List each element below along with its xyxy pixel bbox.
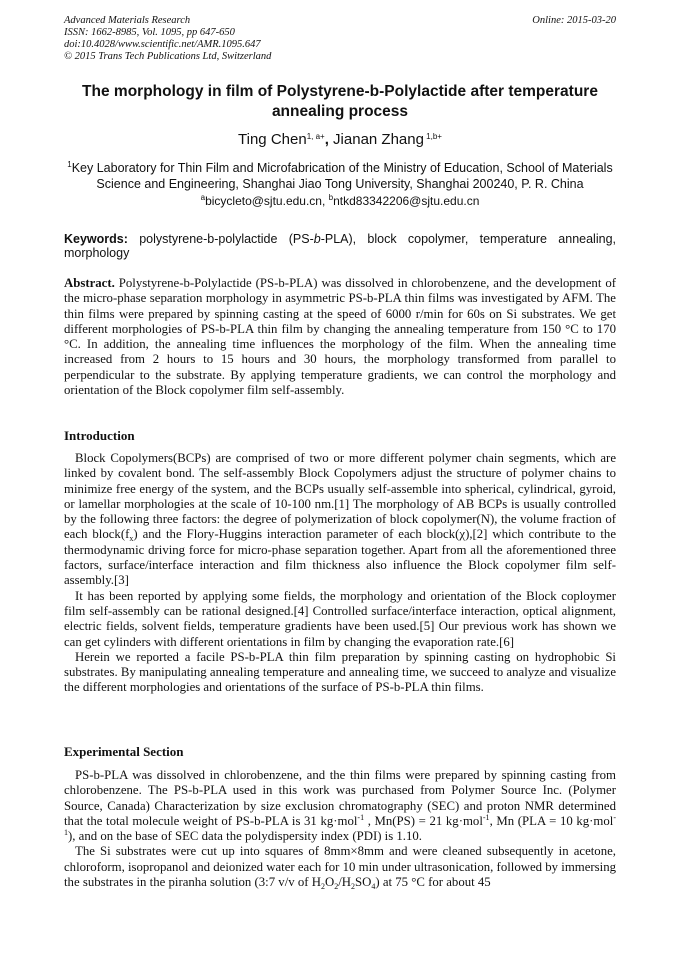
keywords (64, 232, 616, 260)
paragraph: Herein we reported a facile PS-b-PLA thin film preparation by spinning casting on hydrophobic Si substrates. By manipulating annealing temperature and annealing time, we succeed to analyze and visualize the different morphologies and orientations of the surface of PS-b-PLA thin films. (64, 649, 616, 695)
subscript: x (129, 534, 134, 544)
subscript: 2 (334, 882, 339, 892)
paragraph-text: O (324, 875, 335, 890)
subscript: 2 (320, 882, 325, 892)
affiliation (64, 160, 616, 192)
abstract-label: Abstract. (64, 276, 115, 290)
keywords-text: polystyrene-b-polylactide (PS- (127, 232, 314, 246)
keywords-label: Keywords: (64, 232, 128, 246)
affiliation-text: Key Laboratory for Thin Film and Microfabrication of the Ministry of Education, School of Materials Science and Engineering, Shanghai Jiao Tong University, Shanghai 200240, P. R. China (71, 161, 613, 191)
email-b: ntkd83342206@sjtu.edu.cn (333, 194, 480, 208)
author-name: Ting Chen (238, 131, 307, 148)
experimental-body (64, 768, 616, 890)
paragraph: It has been reported by applying some fields, the morphology and orientation of the Block coploymer film self-assembly can be rational designed.[4] Controlled surface/interface interaction, optical alignment, electric fields, solvent fields, temperature gradients have been used.[5] Our previous work has shown we can get cylinders with different orientations in film by changing the evaporation rate.[6] (64, 588, 616, 649)
paragraph (64, 451, 616, 589)
paragraph-text: The Si substrates were cut up into squares of 8mm×8mm and were cleaned subsequently in acetone, chloroform, isopropanol and deionized water each for 10 min under ultrasonication, followed by immersing the substrates in the piranha solution (3:7 v/v of H (64, 844, 616, 890)
section-heading-introduction: Introduction (64, 428, 135, 443)
keywords-text: -PLA), block copolymer, temperature annealing, morphology (64, 232, 616, 260)
paragraph (64, 844, 616, 890)
author-separator: , (324, 131, 334, 148)
issn-line: ISSN: 1662-8985, Vol. 1095, pp 647-650 (64, 27, 235, 38)
paragraph-text: ) at 75 °C for about 45 (375, 875, 491, 890)
affiliation-sup: 1 (67, 160, 72, 169)
superscript: -1 (64, 812, 616, 838)
subscript: 4 (371, 882, 376, 892)
paragraph-text: Block Copolymers(BCPs) are comprised of two or more different polymer chain segments, which are linked by covalent bond. The self-assembly Block Copolymers adjust the structure of polymer chains to minimize free energy of the system, and the BCPs usually self-assemble into spherical, cylindrical, gyroid, or lamellar morphologies at the scale of 10-100 nm.[1] The morphology of AB BCPs is usually controlled by the following three factors: the degree of polymerization of block copolymer(N), the volume fraction of each block(f (64, 451, 616, 542)
introduction-body (64, 451, 616, 696)
paragraph-text: SO (355, 875, 372, 890)
copyright-line: © 2015 Trans Tech Publications Ltd, Switzerland (64, 51, 272, 62)
keywords-italic: b (313, 232, 321, 246)
author-sup: 1, a+ (306, 132, 325, 141)
doi-line: doi:10.4028/www.scientific.net/AMR.1095.647 (64, 39, 261, 50)
author-line (64, 131, 616, 148)
section-heading-experimental: Experimental Section (64, 744, 184, 759)
email-a: bicycleto@sjtu.edu.cn, (205, 194, 329, 208)
paragraph-text: , Mn(PS) = 21 kg·mol (364, 813, 483, 828)
journal-header (64, 15, 616, 63)
abstract-text: Polystyrene-b-Polylactide (PS-b-PLA) was dissolved in chlorobenzene, and the development of the micro-phase separation morphology in asymmetric PS-b-PLA thin films was investigated by AFM. The thin films were prepared by spinning casting at the speed of 6000 r/min for 60s on Si substrates. We get different morphologies of PS-b-PLA thin film by changing the annealing temperature from 150 °C to 170 °C. In addition, the annealing time influences the morphology of the film. When the annealing time increased from 2 hours to 15 hours and 30 hours, the morphology transformed from parallel to perpendicular to the substrate. By applying temperature gradients, we can control the morphology and orientation of the Block copolymer film self-assembly. (64, 276, 616, 398)
subscript: 2 (351, 882, 356, 892)
paragraph-text: , Mn (PLA = 10 kg·mol (489, 813, 614, 828)
journal-name: Advanced Materials Research (64, 15, 191, 26)
email-sup: b (328, 193, 334, 202)
superscript: -1 (482, 812, 490, 822)
online-date: Online: 2015-03-20 (532, 15, 616, 26)
author-emails (64, 194, 616, 208)
paper-title: The morphology in film of Polystyrene-b-Polylactide after temperature annealing process (82, 83, 598, 120)
author-sup: 1,b+ (423, 132, 442, 141)
paragraph-text: ) and the Flory-Huggins interaction parameter of each block(χ),[2] which contribute to the thermodynamic driving force for micro-phase separation together. Apart from all the aforementioned three factors, surface/interface interaction and film thickness also influence the Block copolymer film self-assembly.[3] (64, 527, 617, 588)
paragraph-text: /H (338, 875, 352, 890)
email-sup: a (200, 193, 206, 202)
author-name: Jianan Zhang (333, 131, 424, 148)
paragraph-text: ), and on the base of SEC data the polydispersity index (PDI) is 1.10. (68, 829, 422, 844)
abstract (64, 276, 616, 398)
paragraph-text: PS-b-PLA was dissolved in chlorobenzene, and the thin films were prepared by spinning casting from chlorobenzene. The PS-b-PLA used in this work was purchased from Polymer Source Inc. (Polymer Source, Canada) Characterization by size exclusion chromatography (SEC) and proton NMR determined that the total molecule weight of PS-b-PLA is 31 kg·mol (64, 768, 616, 828)
paragraph (64, 768, 616, 844)
superscript: -1 (357, 812, 365, 822)
